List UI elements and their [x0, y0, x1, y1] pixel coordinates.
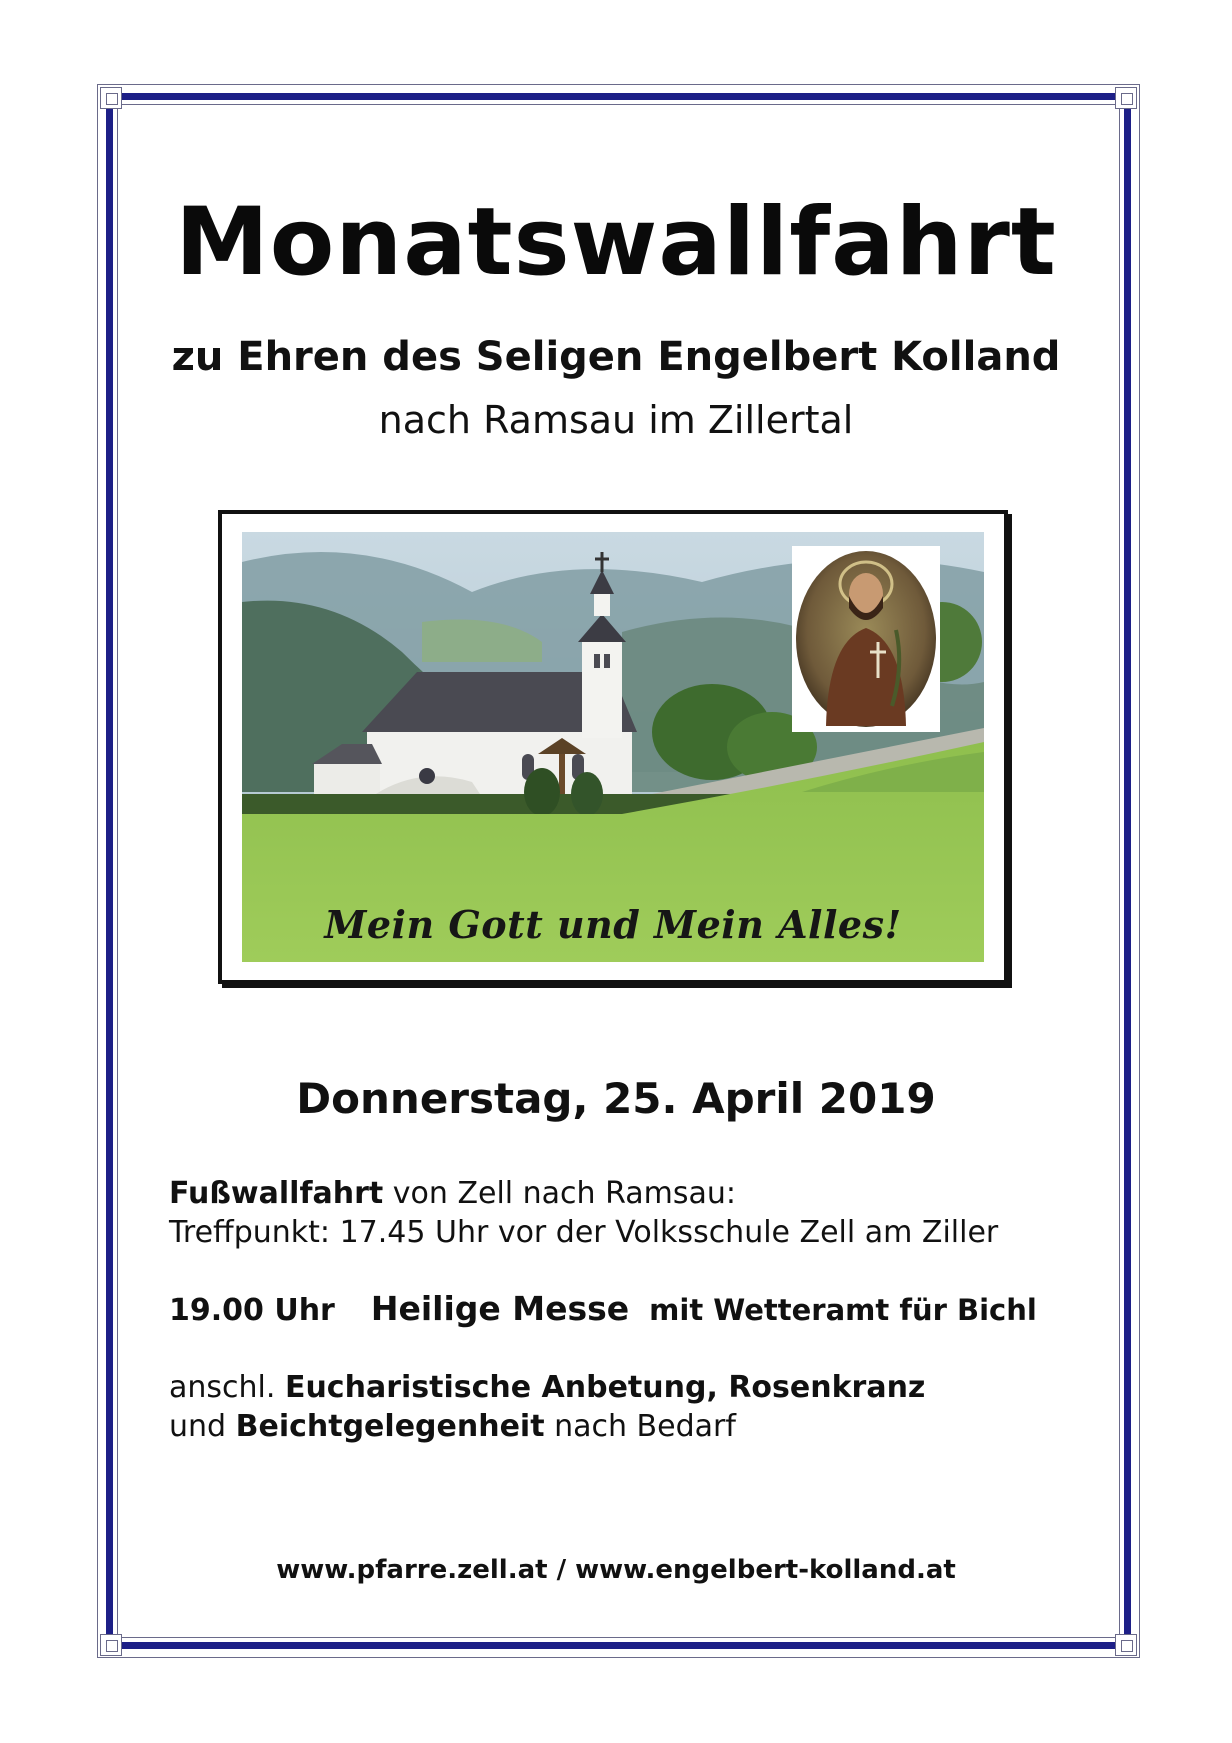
after-comma: , — [706, 1370, 729, 1405]
confession-label: Beichtgelegenheit — [235, 1409, 545, 1444]
saint-portrait-box — [792, 546, 940, 732]
after-suffix: nach Bedarf — [544, 1409, 736, 1444]
adoration-label: Eucharistische Anbetung — [284, 1370, 707, 1405]
church-photo — [242, 532, 984, 962]
footer-links: www.pfarre.zell.at / www.engelbert-kolland.at — [276, 1555, 956, 1585]
photo-motto: Mein Gott und Mein Alles! — [324, 902, 902, 947]
page-title: Monatswallfahrt — [175, 188, 1057, 297]
corner-ornament-top-right — [1115, 87, 1137, 109]
after-line-2 — [169, 1407, 925, 1446]
corner-ornament-bottom-right — [1115, 1634, 1137, 1656]
walk-route: von Zell nach Ramsau: — [383, 1176, 737, 1211]
mass-note: mit Wetteramt für Bichl — [649, 1293, 1037, 1327]
event-date: Donnerstag, 25. April 2019 — [296, 1074, 936, 1123]
walk-label: Fußwallfahrt — [169, 1176, 384, 1211]
saint-portrait-medallion — [792, 546, 940, 732]
mass-time: 19.00 Uhr — [169, 1293, 335, 1328]
corner-ornament-bottom-left — [100, 1634, 122, 1656]
photo-frame — [218, 510, 1008, 984]
after-info — [169, 1368, 925, 1446]
meeting-point: Treffpunkt: 17.45 Uhr vor der Volksschule Zell am Ziller — [169, 1215, 999, 1250]
walk-line — [169, 1174, 998, 1213]
place-line: nach Ramsau im Zillertal — [378, 398, 854, 442]
walk-info — [169, 1174, 998, 1252]
rosary-label: Rosenkranz — [728, 1370, 926, 1405]
after-line-1 — [169, 1368, 925, 1407]
corner-ornament-top-left — [100, 87, 122, 109]
subtitle: zu Ehren des Seligen Engelbert Kolland — [171, 334, 1061, 380]
mass-info — [169, 1289, 1037, 1330]
after-prefix: anschl. — [169, 1370, 285, 1405]
after-and: und — [169, 1409, 236, 1444]
mass-title: Heilige Messe — [370, 1289, 630, 1328]
